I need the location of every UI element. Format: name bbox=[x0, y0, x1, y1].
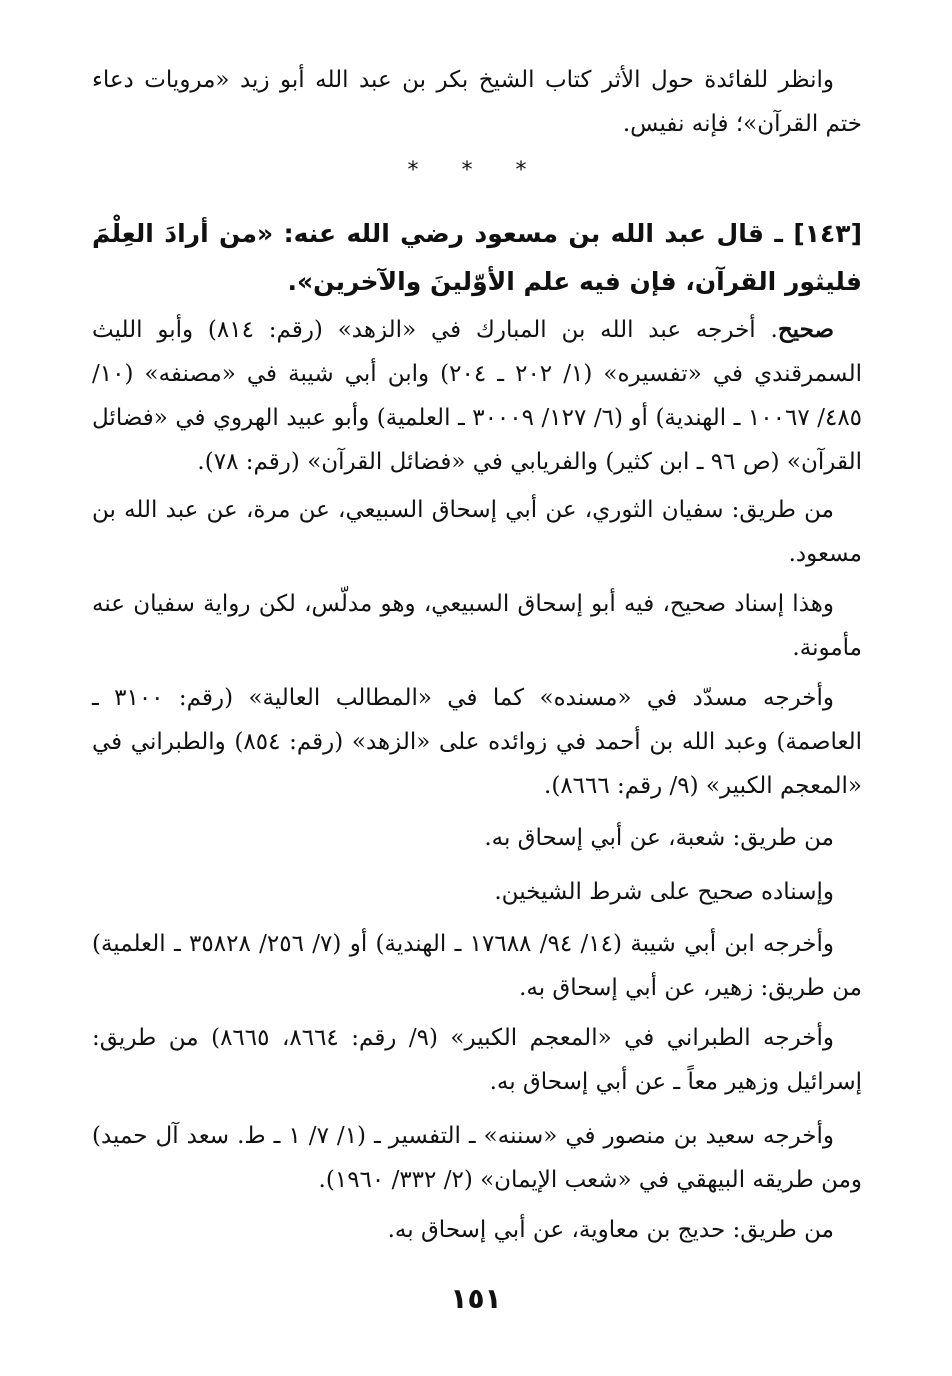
takhrij-paragraph-3: وأخرجه ابن أبي شيبة (١٤/ ٩٤/ ١٧٦٨٨ ـ الهندية) أو (٧/ ٢٥٦/ ٣٥٨٢٨ ـ العلمية) من طريق: زهير، عن أبي إسحاق به. bbox=[92, 931, 862, 1001]
takhrij-paragraph-4: وأخرجه الطبراني في «المعجم الكبير» (٩/ رقم: ٨٦٦٤، ٨٦٦٥) من طريق: إسرائيل وزهير معاً ـ عن أبي إسحاق به. bbox=[92, 1025, 862, 1095]
takhrij-paragraph-2: وأخرجه مسدّد في «مسنده» كما في «المطالب العالية» (رقم: ٣١٠٠ ـ العاصمة) وعبد الله بن أحمد في زوائده على «الزهد» (رقم: ٨٥٤) والطبراني في «المعجم الكبير» (٩/ رقم: ٨٦٦٦). bbox=[92, 685, 862, 799]
chain-paragraph-3: من طريق: حديج بن معاوية، عن أبي إسحاق به. bbox=[387, 1217, 834, 1243]
chain-paragraph-2: من طريق: شعبة، عن أبي إسحاق به. bbox=[484, 825, 834, 851]
takhrij-paragraph-5: وأخرجه سعيد بن منصور في «سننه» ـ التفسير ـ (١/ ٧/ ١ ـ ط. سعد آل حميد) ومن طريقه البيهقي في «شعب الإيمان» (٢/ ٣٣٢/ ١٩٦٠). bbox=[92, 1123, 862, 1193]
takhrij-text-1: . أخرجه عبد الله بن المبارك في «الزهد» (رقم: ٨١٤) وأبو الليث السمرقندي في «تفسيره» (١/ ٢٠٢ ـ ٢٠٤) وابن أبي شيبة في «مصنفه» (١٠/ ٤٨٥/ ١٠٠٦٧ ـ الهندية) أو (٦/ ١٢٧/ ٣٠٠٠٩ ـ العلمية) وأبو عبيد الهروي في «فضائل القرآن» (ص ٩٦ ـ ابن كثير) والفريابي في «فضائل القرآن» (رقم: ٧٨). bbox=[92, 317, 863, 475]
grading-label: صحيح bbox=[777, 316, 834, 343]
page-number: ١٥١ bbox=[450, 1282, 502, 1315]
takhrij-paragraph-1 bbox=[92, 308, 862, 484]
grading-paragraph-1: وهذا إسناد صحيح، فيه أبو إسحاق السبيعي، وهو مدلّس، لكن رواية سفيان عنه مأمونة. bbox=[92, 591, 862, 661]
intro-paragraph: وانظر للفائدة حول الأثر كتاب الشيخ بكر بن عبد الله أبو زيد «مرويات دعاء ختم القرآن»؛ فإنه نفيس. bbox=[92, 67, 862, 137]
chain-paragraph-1: من طريق: سفيان الثوري، عن أبي إسحاق السبيعي، عن مرة، عن عبد الله بن مسعود. bbox=[92, 497, 862, 567]
entry-heading: [١٤٣] ـ قال عبد الله بن مسعود رضي الله عنه: «من أرادَ العِلْمَ فليثور القرآن، فإن فيه علم الأوّلينَ والآخرين». bbox=[92, 219, 862, 296]
grading-paragraph-2: وإسناده صحيح على شرط الشيخين. bbox=[494, 879, 834, 905]
section-separator: * * * bbox=[407, 158, 545, 183]
